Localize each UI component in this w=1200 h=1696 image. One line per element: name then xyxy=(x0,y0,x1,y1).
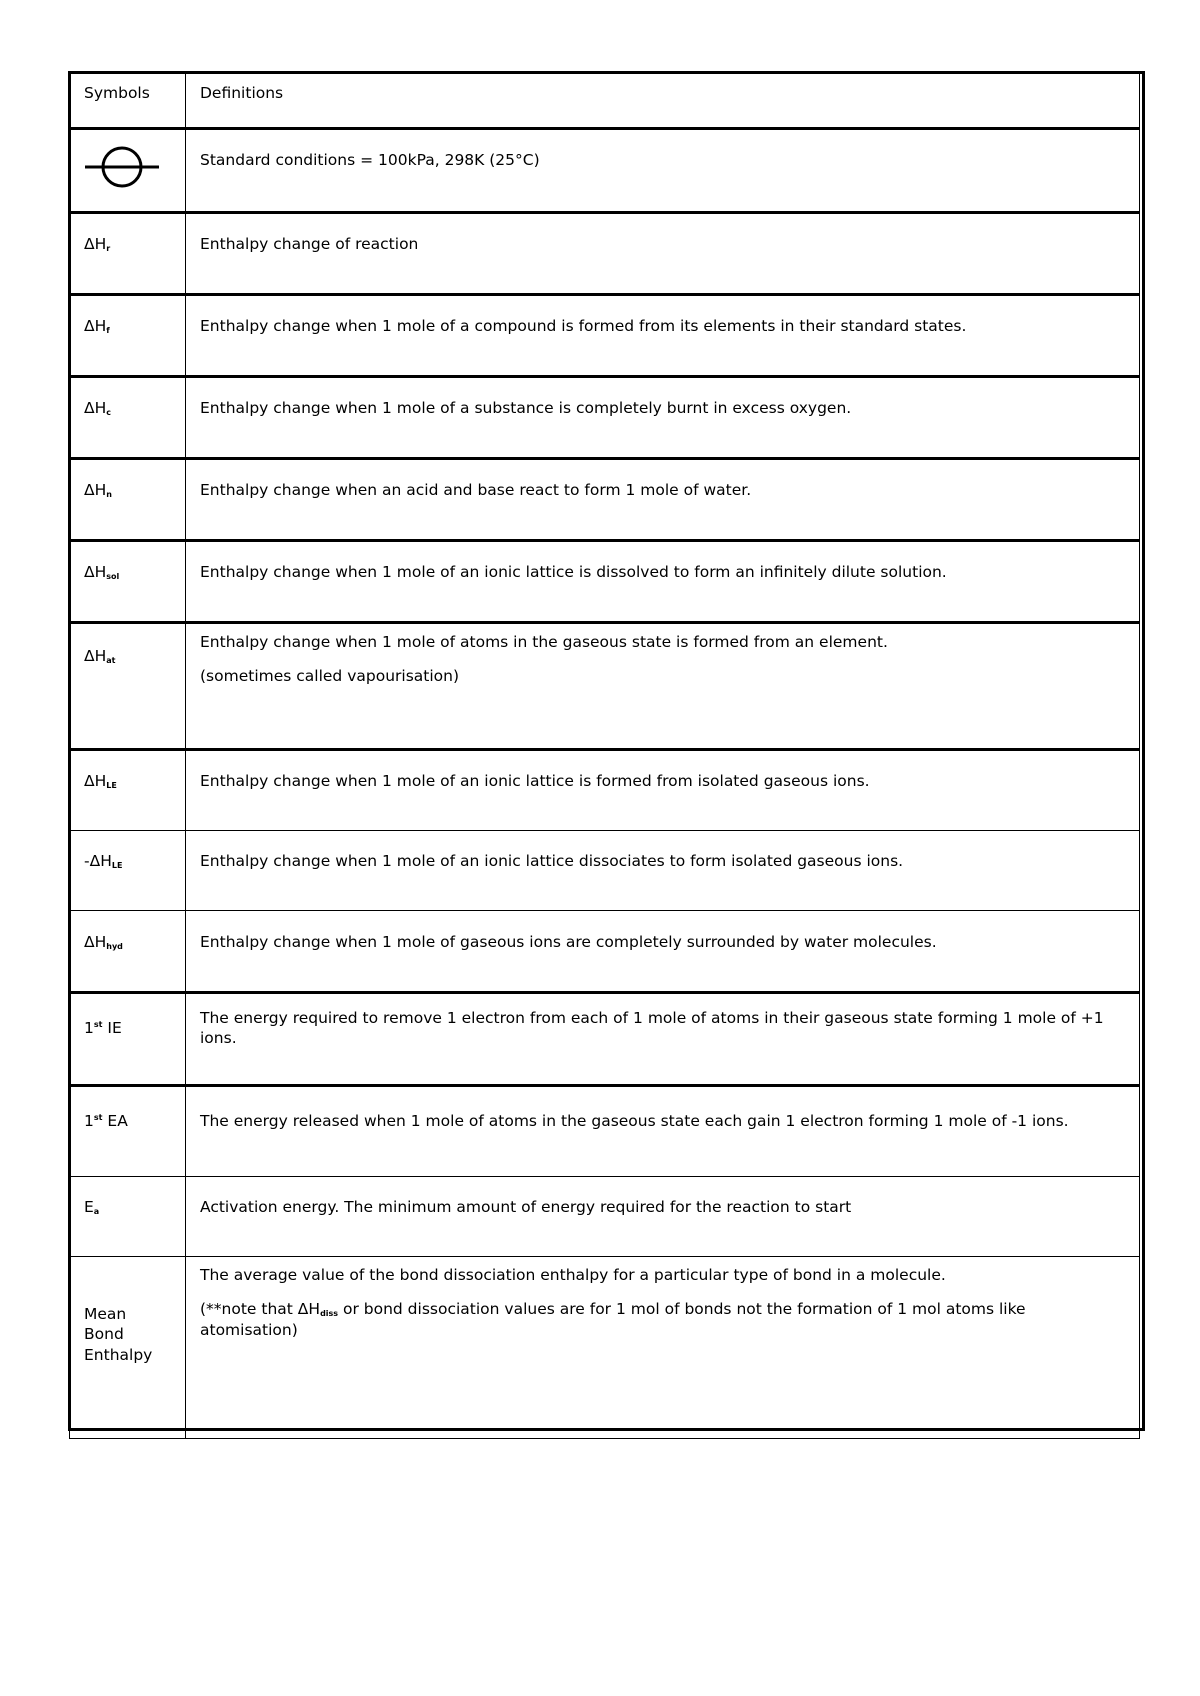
symbol-text xyxy=(84,460,171,500)
note-pre: (**note that ΔH xyxy=(200,1300,321,1319)
table-row xyxy=(70,831,1140,911)
symbol-base: ΔH xyxy=(84,235,107,253)
definition-cell xyxy=(186,831,1140,911)
symbol-subscript: f xyxy=(106,326,110,335)
note-post: or bond dissociation values are for 1 mol of bonds not the formation of 1 mol atoms like atomisation) xyxy=(200,1300,1026,1339)
table-header-row xyxy=(70,73,1140,129)
definition-cell xyxy=(186,1086,1140,1177)
definition-cell xyxy=(186,459,1140,541)
symbol-base: 1 xyxy=(84,1112,94,1130)
definition-block xyxy=(200,624,1125,686)
definition-note xyxy=(200,1299,1125,1340)
definition-cell xyxy=(186,129,1140,213)
symbol-text xyxy=(84,1177,171,1217)
symbol-subscript: r xyxy=(106,244,111,253)
definition-cell xyxy=(186,295,1140,377)
definition-text: The energy required to remove 1 electron from each of 1 mole of atoms in their gaseous state forming 1 mole of +1 ions. xyxy=(200,1009,1104,1048)
definition-cell xyxy=(186,993,1140,1086)
definition-cell xyxy=(186,911,1140,993)
standard-conditions-plimsoll-icon xyxy=(84,144,160,190)
symbol-superscript: st xyxy=(93,1020,103,1029)
definition-text: Enthalpy change when 1 mole of a substance is completely burnt in excess oxygen. xyxy=(200,399,852,417)
symbol-text xyxy=(84,214,171,254)
symbol-subscript: hyd xyxy=(106,942,123,951)
symbol-subscript: LE xyxy=(111,861,123,870)
symbol-cell xyxy=(70,541,186,623)
definition-cell xyxy=(186,213,1140,295)
symbol-icon-wrap xyxy=(84,130,171,195)
definition-cell xyxy=(186,541,1140,623)
table-row xyxy=(70,459,1140,541)
definition-block xyxy=(200,1257,1125,1340)
definition-text: Enthalpy change when 1 mole of an ionic lattice is dissolved to form an infinitely dilute solution. xyxy=(200,563,947,581)
table-row xyxy=(70,623,1140,750)
symbol-subscript: sol xyxy=(106,572,120,581)
symbol-text xyxy=(84,994,171,1038)
symbol-base: -ΔH xyxy=(84,852,112,870)
definition-cell xyxy=(186,1257,1140,1439)
definition-text: Enthalpy change when 1 mole of gaseous ions are completely surrounded by water molecules. xyxy=(200,933,937,951)
symbol-text xyxy=(84,1087,171,1131)
table-row xyxy=(70,1257,1140,1439)
symbol-cell xyxy=(70,623,186,750)
definition-text: Activation energy. The minimum amount of energy required for the reaction to start xyxy=(200,1198,852,1216)
symbol-base: ΔH xyxy=(84,772,107,790)
symbol-line: Mean xyxy=(84,1305,127,1324)
table-row xyxy=(70,377,1140,459)
symbol-text xyxy=(84,542,171,582)
definition-note: (sometimes called vapourisation) xyxy=(200,667,460,686)
symbol-line: Enthalpy xyxy=(84,1345,153,1364)
symbol-subscript: a xyxy=(93,1207,100,1216)
symbol-base: ΔH xyxy=(84,481,107,499)
definition-cell xyxy=(186,1177,1140,1257)
symbol-base: ΔH xyxy=(84,317,107,335)
symbol-cell xyxy=(70,295,186,377)
symbol-superscript: st xyxy=(93,1113,103,1122)
table-row xyxy=(70,129,1140,213)
definition-cell xyxy=(186,623,1140,750)
definition-text: Enthalpy change when 1 mole of an ionic lattice is formed from isolated gaseous ions. xyxy=(200,772,870,790)
symbol-tail: EA xyxy=(102,1112,128,1130)
symbol-cell xyxy=(70,459,186,541)
symbol-base: ΔH xyxy=(84,399,107,417)
symbol-subscript: n xyxy=(106,490,112,499)
symbol-subscript: at xyxy=(106,656,116,665)
symbol-text xyxy=(84,1304,171,1364)
table-row xyxy=(70,750,1140,831)
symbol-subscript: LE xyxy=(106,781,117,790)
table-row xyxy=(70,911,1140,993)
definitions-table xyxy=(69,72,1140,1439)
symbol-line: Bond xyxy=(84,1325,124,1344)
symbol-subscript: c xyxy=(106,408,112,417)
definitions-header-cell xyxy=(186,73,1140,129)
definition-cell xyxy=(186,377,1140,459)
symbol-base: ΔH xyxy=(84,933,107,951)
table-row xyxy=(70,213,1140,295)
symbol-base: E xyxy=(84,1198,94,1216)
definition-text: Enthalpy change when an acid and base react to form 1 mole of water. xyxy=(200,481,752,499)
definition-text: The energy released when 1 mole of atoms in the gaseous state each gain 1 electron forming 1 mole of -1 ions. xyxy=(200,1112,1069,1130)
symbol-text xyxy=(84,751,171,791)
table-row xyxy=(70,993,1140,1086)
symbol-cell xyxy=(70,1086,186,1177)
symbols-header: Symbols xyxy=(84,84,150,102)
symbol-tail: IE xyxy=(102,1019,122,1037)
table-row xyxy=(70,1086,1140,1177)
symbol-cell xyxy=(70,911,186,993)
symbol-text xyxy=(84,831,171,871)
table-row xyxy=(70,541,1140,623)
symbol-cell xyxy=(70,831,186,911)
symbol-cell xyxy=(70,993,186,1086)
note-subscript: diss xyxy=(320,1309,339,1319)
symbol-text xyxy=(84,296,171,336)
definition-cell xyxy=(186,750,1140,831)
table-row xyxy=(70,295,1140,377)
definition-text: Enthalpy change when 1 mole of a compound is formed from its elements in their standard states. xyxy=(200,317,967,335)
symbol-base: ΔH xyxy=(84,563,107,581)
definition-text: Enthalpy change when 1 mole of atoms in the gaseous state is formed from an element. xyxy=(200,633,888,651)
symbol-cell xyxy=(70,750,186,831)
symbol-text xyxy=(84,646,171,666)
symbol-cell xyxy=(70,213,186,295)
definition-text: The average value of the bond dissociation enthalpy for a particular type of bond in a molecule. xyxy=(200,1266,946,1284)
symbol-cell xyxy=(70,377,186,459)
definition-text: Enthalpy change of reaction xyxy=(200,235,419,253)
symbol-base: ΔH xyxy=(84,647,107,665)
definitions-header: Definitions xyxy=(200,84,284,102)
symbol-text xyxy=(84,378,171,418)
table-row xyxy=(70,1177,1140,1257)
symbol-cell xyxy=(70,1257,186,1439)
symbol-cell xyxy=(70,129,186,213)
symbol-base: 1 xyxy=(84,1019,94,1037)
definition-text: Standard conditions = 100kPa, 298K (25°C) xyxy=(200,151,540,169)
definition-text: Enthalpy change when 1 mole of an ionic lattice dissociates to form isolated gaseous ions. xyxy=(200,852,904,870)
symbols-header-cell xyxy=(70,73,186,129)
symbol-cell xyxy=(70,1177,186,1257)
symbol-text xyxy=(84,911,171,952)
